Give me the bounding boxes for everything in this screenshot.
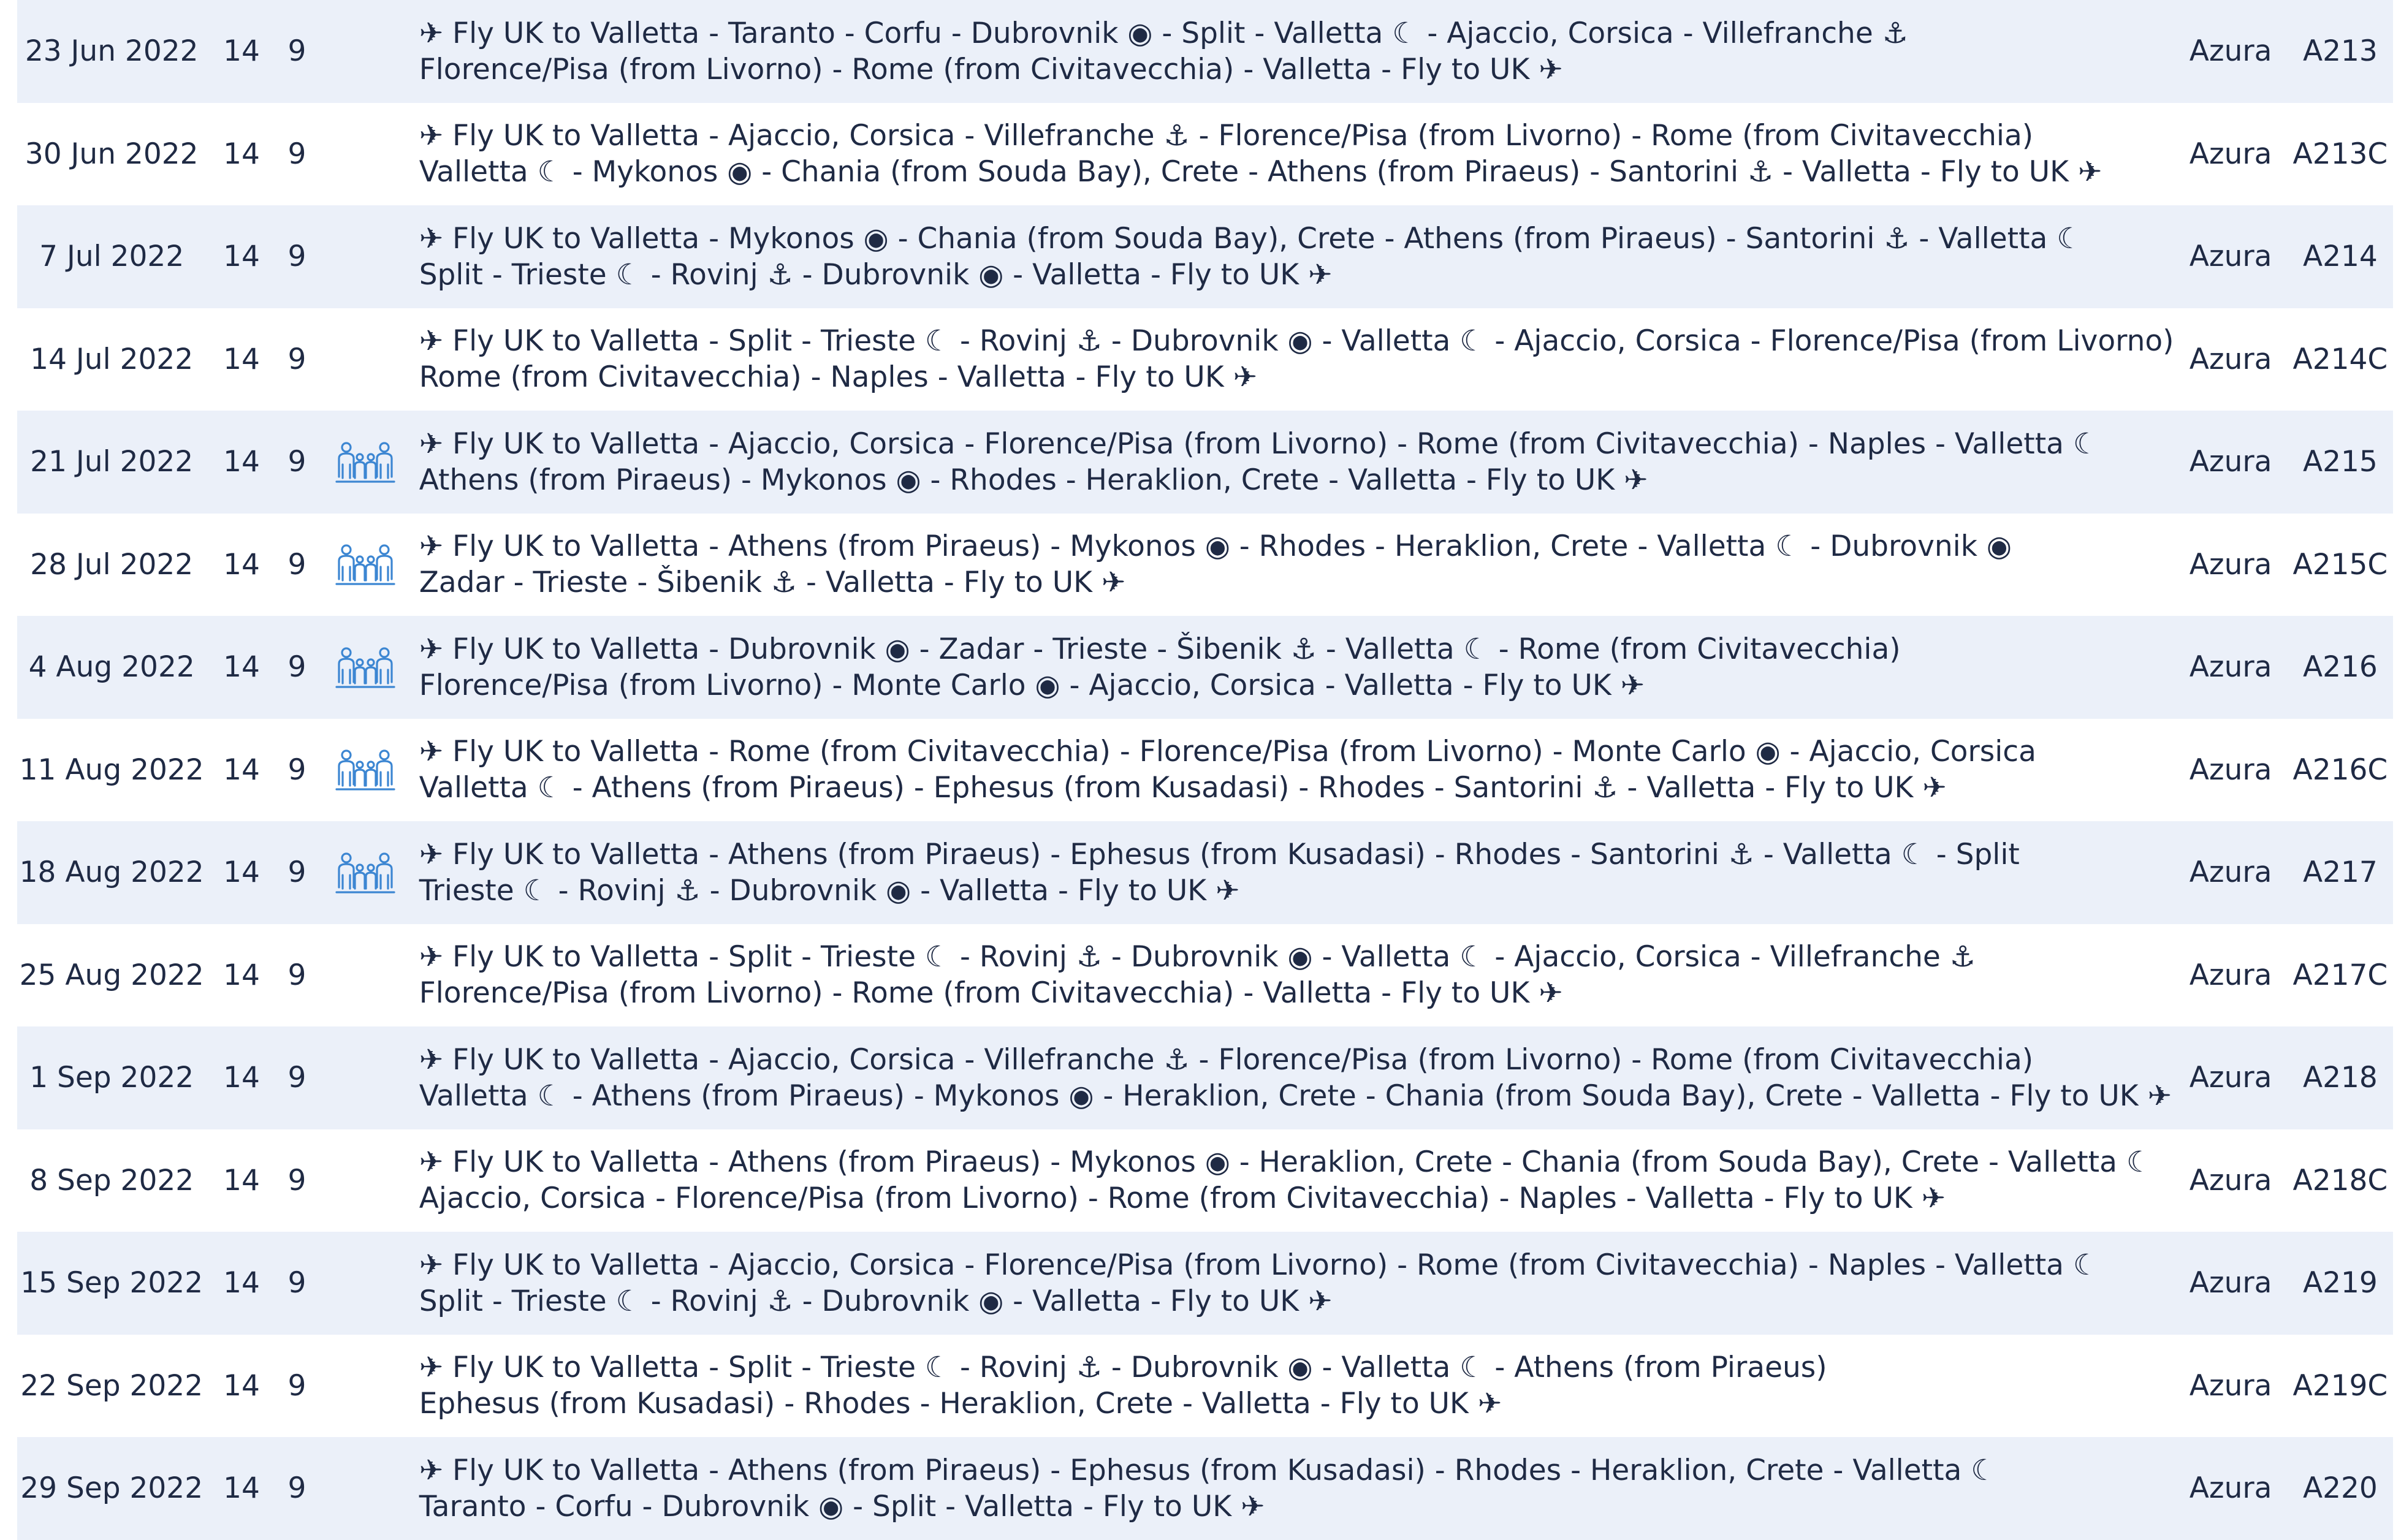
cruise-row-a216[interactable] (17, 616, 2393, 719)
ports-count: 9 (287, 855, 306, 890)
route-cell (414, 1232, 2174, 1335)
cruise-row-a217c[interactable] (17, 924, 2393, 1027)
departure-date: 8 Sep 2022 (29, 1163, 194, 1197)
ports-count: 9 (287, 547, 306, 582)
route-line-1: ✈ Fly UK to Valletta - Taranto - Corfu - Dubrovnik ◉ - Split - Valletta ☾ - Ajaccio, Corsica - Villefranche ⚓ (419, 16, 1908, 50)
ports-count: 9 (287, 240, 306, 274)
nights-count: 14 (223, 1061, 260, 1095)
family-cell (317, 924, 414, 1027)
route-line-1: ✈ Fly UK to Valletta - Ajaccio, Corsica - Florence/Pisa (from Livorno) - Rome (from Civitavecchia) - Naples - Valletta ☾ (419, 1248, 2099, 1282)
cruise-code[interactable]: A217C (2293, 958, 2388, 992)
route-cell (414, 0, 2174, 103)
family-cell (317, 308, 414, 411)
cruise-code[interactable]: A219 (2302, 1266, 2378, 1300)
cruise-rows (17, 0, 2393, 1540)
ports-count: 9 (287, 1061, 306, 1095)
nights-count: 14 (223, 34, 260, 69)
cruise-row-a217[interactable] (17, 821, 2393, 924)
ship-name: Azura (2189, 34, 2272, 69)
route-line-1: ✈ Fly UK to Valletta - Ajaccio, Corsica - Florence/Pisa (from Livorno) - Rome (from Civitavecchia) - Naples - Valletta ☾ (419, 427, 2099, 461)
departure-date: 21 Jul 2022 (30, 445, 194, 479)
route-cell (414, 411, 2174, 514)
cruise-row-a218c[interactable] (17, 1129, 2393, 1232)
route-line-2: Split - Trieste ☾ - Rovinj ⚓ - Dubrovnik ◉ - Valletta - Fly to UK ✈ (419, 1284, 1333, 1318)
route-cell (414, 616, 2174, 719)
route-cell (414, 308, 2174, 411)
route-line-2: Valletta ☾ - Mykonos ◉ - Chania (from Souda Bay), Crete - Athens (from Piraeus) - Santorini ⚓ - Valletta - Fly to UK ✈ (419, 155, 2102, 189)
route-cell (414, 205, 2174, 308)
route-cell (414, 1129, 2174, 1232)
family-icon (332, 851, 399, 895)
ports-count: 9 (287, 1471, 306, 1506)
route-line-2: Athens (from Piraeus) - Mykonos ◉ - Rhodes - Heraklion, Crete - Valletta - Fly to UK ✈ (419, 463, 1648, 497)
route-line-1: ✈ Fly UK to Valletta - Athens (from Piraeus) - Ephesus (from Kusadasi) - Rhodes - Heraklion, Crete - Valletta ☾ (419, 1453, 1997, 1487)
departure-date: 25 Aug 2022 (19, 958, 204, 992)
cruise-row-a218[interactable] (17, 1026, 2393, 1129)
ports-count: 9 (287, 650, 306, 685)
ports-count: 9 (287, 445, 306, 479)
route-line-1: ✈ Fly UK to Valletta - Athens (from Piraeus) - Ephesus (from Kusadasi) - Rhodes - Santorini ⚓ - Valletta ☾ - Split (419, 837, 2020, 871)
family-icon (332, 440, 399, 484)
cruise-code[interactable]: A217 (2302, 855, 2378, 890)
route-line-1: ✈ Fly UK to Valletta - Dubrovnik ◉ - Zadar - Trieste - Šibenik ⚓ - Valletta ☾ - Rome (from Civitavecchia) (419, 632, 1901, 666)
cruise-row-a219c[interactable] (17, 1335, 2393, 1438)
route-line-1: ✈ Fly UK to Valletta - Mykonos ◉ - Chania (from Souda Bay), Crete - Athens (from Piraeus) - Santorini ⚓ - Valletta ☾ (419, 221, 2083, 256)
nights-count: 14 (223, 855, 260, 890)
cruise-code[interactable]: A215 (2302, 445, 2378, 479)
route-cell (414, 1026, 2174, 1129)
departure-date: 1 Sep 2022 (29, 1061, 194, 1095)
ship-name: Azura (2189, 855, 2272, 890)
departure-date: 22 Sep 2022 (20, 1368, 204, 1403)
ship-name: Azura (2189, 342, 2272, 376)
cruise-code[interactable]: A218 (2302, 1061, 2378, 1095)
nights-count: 14 (223, 958, 260, 992)
cruise-row-a214c[interactable] (17, 308, 2393, 411)
route-cell (414, 514, 2174, 616)
family-cell (317, 103, 414, 206)
cruise-code[interactable]: A216C (2293, 753, 2388, 787)
family-cell (317, 1335, 414, 1438)
ports-count: 9 (287, 1163, 306, 1197)
route-line-2: Rome (from Civitavecchia) - Naples - Valletta - Fly to UK ✈ (419, 360, 1257, 395)
route-line-1: ✈ Fly UK to Valletta - Ajaccio, Corsica - Villefranche ⚓ - Florence/Pisa (from Livorno) - Rome (from Civitavecchia) (419, 119, 2034, 153)
nights-count: 14 (223, 240, 260, 274)
departure-date: 15 Sep 2022 (20, 1266, 204, 1300)
ship-name: Azura (2189, 753, 2272, 787)
family-cell (317, 205, 414, 308)
ports-count: 9 (287, 34, 306, 69)
ship-name: Azura (2189, 650, 2272, 685)
route-cell (414, 719, 2174, 822)
cruise-code[interactable]: A213C (2293, 137, 2388, 171)
route-cell (414, 1437, 2174, 1540)
route-line-1: ✈ Fly UK to Valletta - Split - Trieste ☾ - Rovinj ⚓ - Dubrovnik ◉ - Valletta ☾ - Ajaccio, Corsica - Florence/Pisa (from Livorno) (419, 324, 2174, 358)
ship-name: Azura (2189, 1266, 2272, 1300)
cruise-row-a216c[interactable] (17, 719, 2393, 822)
route-line-2: Florence/Pisa (from Livorno) - Rome (from Civitavecchia) - Valletta - Fly to UK ✈ (419, 52, 1563, 86)
route-cell (414, 1335, 2174, 1438)
route-line-2: Valletta ☾ - Athens (from Piraeus) - Mykonos ◉ - Heraklion, Crete - Chania (from Souda Bay), Crete - Valletta - Fly to UK ✈ (419, 1079, 2172, 1113)
cruise-code[interactable]: A219C (2293, 1368, 2388, 1403)
route-line-2: Ephesus (from Kusadasi) - Rhodes - Heraklion, Crete - Valletta - Fly to UK ✈ (419, 1387, 1502, 1421)
cruise-code[interactable]: A214 (2302, 240, 2378, 274)
ship-name: Azura (2189, 240, 2272, 274)
cruise-row-a213[interactable] (17, 0, 2393, 103)
family-cell (317, 1232, 414, 1335)
family-icon (332, 542, 399, 586)
cruise-code[interactable]: A214C (2293, 342, 2388, 376)
nights-count: 14 (223, 137, 260, 171)
ports-count: 9 (287, 342, 306, 376)
route-line-2: Florence/Pisa (from Livorno) - Monte Carlo ◉ - Ajaccio, Corsica - Valletta - Fly to UK ✈ (419, 668, 1645, 702)
departure-date: 29 Sep 2022 (20, 1471, 204, 1506)
family-cell (317, 0, 414, 103)
cruise-itinerary-table (17, 0, 2393, 1540)
family-cell (317, 1129, 414, 1232)
cruise-row-a219[interactable] (17, 1232, 2393, 1335)
route-line-1: ✈ Fly UK to Valletta - Split - Trieste ☾ - Rovinj ⚓ - Dubrovnik ◉ - Valletta ☾ - Ajaccio, Corsica - Villefranche ⚓ (419, 940, 1976, 974)
family-cell (317, 616, 414, 719)
route-line-2: Trieste ☾ - Rovinj ⚓ - Dubrovnik ◉ - Valletta - Fly to UK ✈ (419, 873, 1240, 908)
ports-count: 9 (287, 1368, 306, 1403)
ship-name: Azura (2189, 547, 2272, 582)
route-line-2: Taranto - Corfu - Dubrovnik ◉ - Split - Valletta - Fly to UK ✈ (419, 1489, 1265, 1523)
ports-count: 9 (287, 137, 306, 171)
nights-count: 14 (223, 445, 260, 479)
route-line-1: ✈ Fly UK to Valletta - Athens (from Piraeus) - Mykonos ◉ - Heraklion, Crete - Chania (from Souda Bay), Crete - Valletta ☾ (419, 1145, 2152, 1180)
nights-count: 14 (223, 1471, 260, 1506)
route-line-2: Ajaccio, Corsica - Florence/Pisa (from Livorno) - Rome (from Civitavecchia) - Naples - Valletta - Fly to UK ✈ (419, 1182, 1946, 1216)
nights-count: 14 (223, 342, 260, 376)
nights-count: 14 (223, 753, 260, 787)
cruise-row-a220[interactable] (17, 1437, 2393, 1540)
cruise-row-a213c[interactable] (17, 103, 2393, 206)
cruise-code[interactable]: A218C (2293, 1163, 2388, 1197)
route-cell (414, 821, 2174, 924)
family-cell (317, 719, 414, 822)
nights-count: 14 (223, 547, 260, 582)
departure-date: 30 Jun 2022 (25, 137, 199, 171)
ship-name: Azura (2189, 1163, 2272, 1197)
ports-count: 9 (287, 1266, 306, 1300)
ship-name: Azura (2189, 958, 2272, 992)
route-line-2: Florence/Pisa (from Livorno) - Rome (from Civitavecchia) - Valletta - Fly to UK ✈ (419, 976, 1563, 1011)
cruise-code[interactable]: A215C (2293, 547, 2388, 582)
departure-date: 7 Jul 2022 (39, 240, 185, 274)
ship-name: Azura (2189, 1368, 2272, 1403)
family-cell (317, 1026, 414, 1129)
route-line-2: Zadar - Trieste - Šibenik ⚓ - Valletta - Fly to UK ✈ (419, 566, 1126, 600)
departure-date: 14 Jul 2022 (30, 342, 194, 376)
nights-count: 14 (223, 1266, 260, 1300)
ports-count: 9 (287, 958, 306, 992)
route-line-1: ✈ Fly UK to Valletta - Split - Trieste ☾ - Rovinj ⚓ - Dubrovnik ◉ - Valletta ☾ - Athens (from Piraeus) (419, 1351, 1827, 1385)
cruise-row-a214[interactable] (17, 205, 2393, 308)
cruise-code[interactable]: A216 (2302, 650, 2378, 685)
ship-name: Azura (2189, 445, 2272, 479)
family-cell (317, 514, 414, 616)
route-line-1: ✈ Fly UK to Valletta - Athens (from Piraeus) - Mykonos ◉ - Rhodes - Heraklion, Crete - Valletta ☾ - Dubrovnik ◉ (419, 529, 2012, 564)
family-icon (332, 748, 399, 792)
route-line-2: Valletta ☾ - Athens (from Piraeus) - Ephesus (from Kusadasi) - Rhodes - Santorini ⚓ - Valletta - Fly to UK ✈ (419, 771, 1947, 805)
departure-date: 23 Jun 2022 (25, 34, 199, 69)
cruise-row-a215c[interactable] (17, 514, 2393, 616)
nights-count: 14 (223, 1163, 260, 1197)
family-cell (317, 1437, 414, 1540)
route-line-1: ✈ Fly UK to Valletta - Rome (from Civitavecchia) - Florence/Pisa (from Livorno) - Monte Carlo ◉ - Ajaccio, Corsica (419, 735, 2036, 769)
route-line-1: ✈ Fly UK to Valletta - Ajaccio, Corsica - Villefranche ⚓ - Florence/Pisa (from Livorno) - Rome (from Civitavecchia) (419, 1042, 2034, 1077)
cruise-code[interactable]: A213 (2302, 34, 2378, 69)
ports-count: 9 (287, 753, 306, 787)
departure-date: 11 Aug 2022 (19, 753, 204, 787)
ship-name: Azura (2189, 137, 2272, 171)
family-icon (332, 645, 399, 689)
nights-count: 14 (223, 1368, 260, 1403)
departure-date: 18 Aug 2022 (19, 855, 204, 890)
route-line-2: Split - Trieste ☾ - Rovinj ⚓ - Dubrovnik ◉ - Valletta - Fly to UK ✈ (419, 257, 1333, 292)
route-cell (414, 924, 2174, 1027)
cruise-row-a215[interactable] (17, 411, 2393, 514)
nights-count: 14 (223, 650, 260, 685)
departure-date: 28 Jul 2022 (30, 547, 194, 582)
route-cell (414, 103, 2174, 206)
departure-date: 4 Aug 2022 (28, 650, 195, 685)
family-cell (317, 411, 414, 514)
cruise-code[interactable]: A220 (2302, 1471, 2378, 1506)
ship-name: Azura (2189, 1471, 2272, 1506)
family-cell (317, 821, 414, 924)
ship-name: Azura (2189, 1061, 2272, 1095)
